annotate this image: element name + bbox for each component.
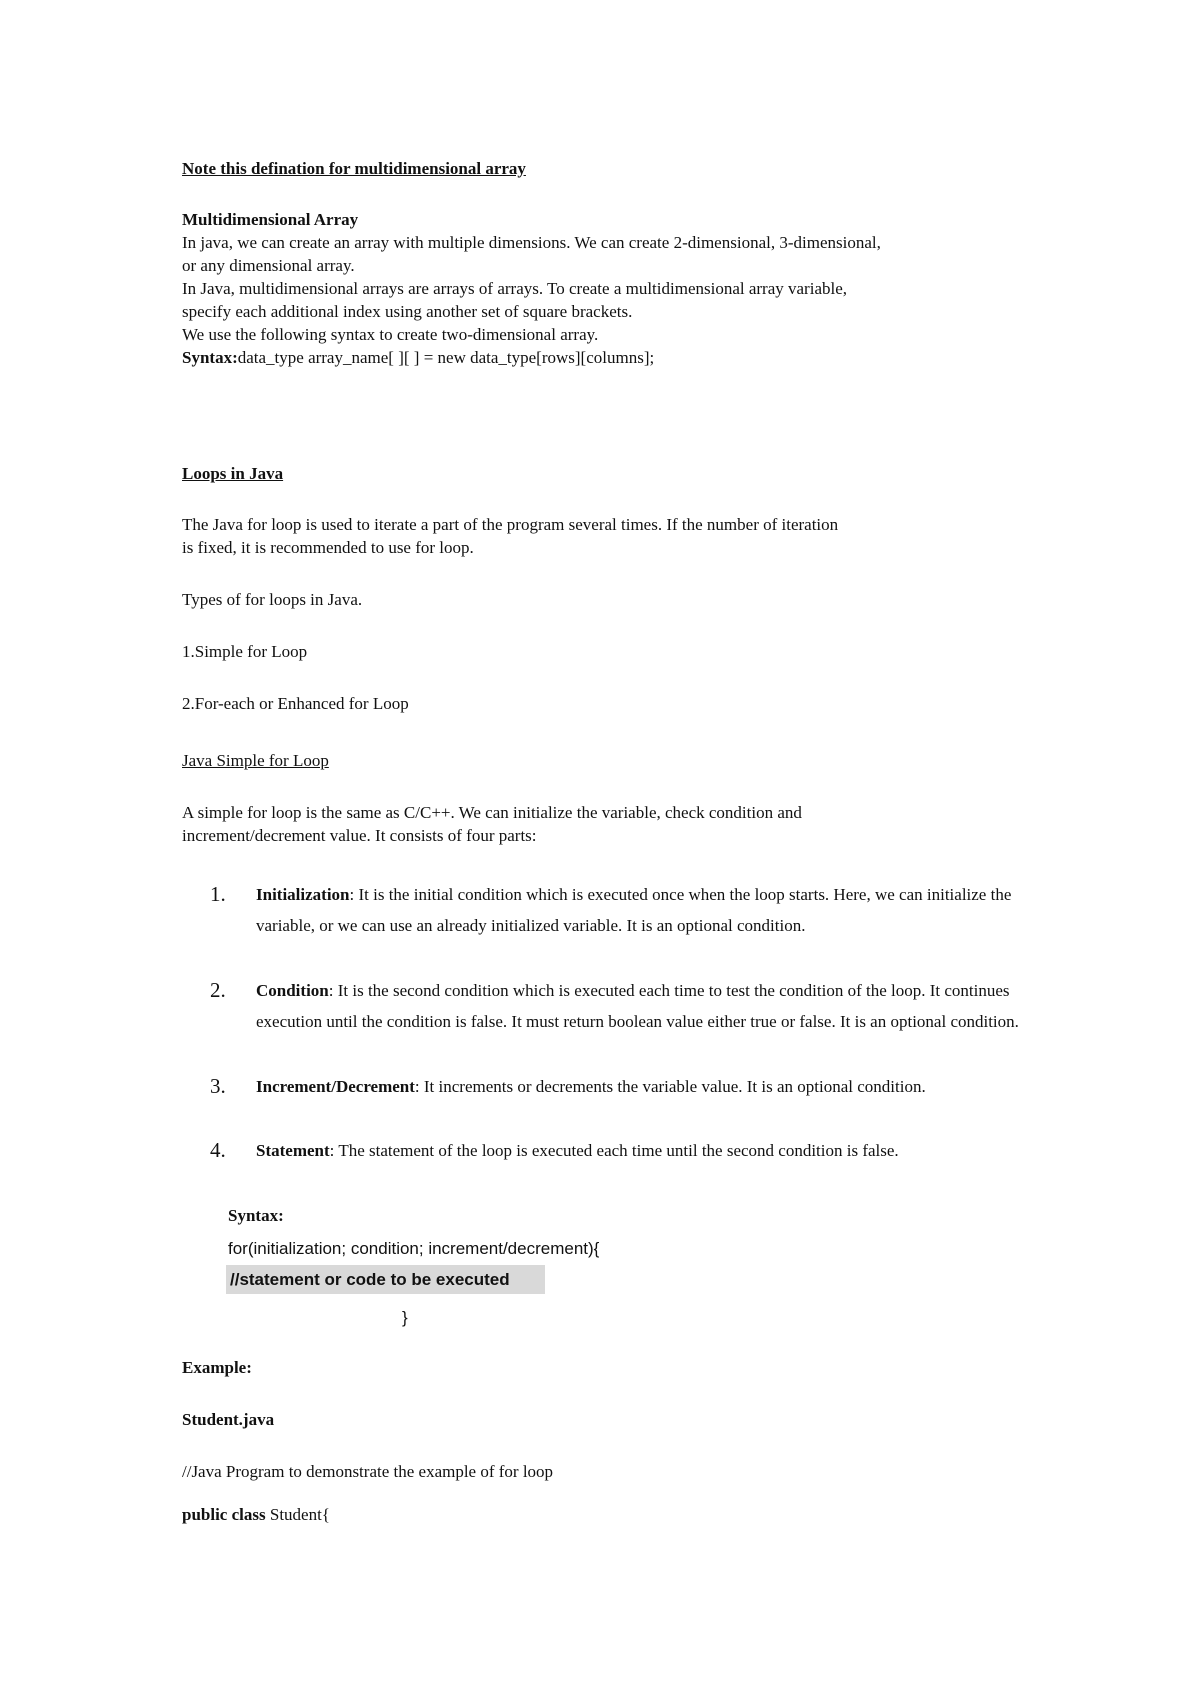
syntax-code: data_type array_name[ ][ ] = new data_type[rows][columns]; <box>237 348 655 367</box>
subheading-simple-for-loop: Java Simple for Loop <box>182 751 329 770</box>
example-class-line <box>182 1503 330 1526</box>
list-term: Increment/Decrement <box>256 1077 415 1096</box>
list-text <box>256 879 1036 941</box>
syntax-block-line: for(initialization; condition; increment/decrement){ <box>228 1239 600 1258</box>
list-text <box>256 975 1036 1037</box>
list-item <box>210 879 1030 973</box>
list-term: Statement <box>256 1141 330 1160</box>
list-number: 2. <box>210 978 226 1002</box>
list-description: : The statement of the loop is executed each time until the second condition is false. <box>329 1141 899 1160</box>
list-item <box>210 1071 1030 1133</box>
example-filename: Student.java <box>182 1410 275 1429</box>
list-number: 4. <box>210 1138 226 1162</box>
list-term: Condition <box>256 981 329 1000</box>
section-heading-multidimensional: Note this defination for multidimensional array <box>182 159 526 178</box>
list-text <box>256 1071 1036 1102</box>
syntax-block-line: } <box>402 1308 408 1327</box>
paragraph-line: A simple for loop is the same as C/C++. We can initialize the variable, check condition and <box>182 803 802 822</box>
class-name: Student{ <box>265 1505 330 1524</box>
paragraph-line: In java, we can create an array with multiple dimensions. We can create 2-dimensional, 3-dimensional, <box>182 233 881 252</box>
syntax-block-label: Syntax: <box>228 1206 284 1225</box>
list-description: : It is the second condition which is executed each time to test the condition of the loop. It continues execution until the condition is false. It must return boolean value either true or false. It is an optional condition. <box>256 981 1019 1031</box>
paragraph-line: specify each additional index using another set of square brackets. <box>182 302 633 321</box>
list-item <box>210 1135 1030 1167</box>
example-comment: //Java Program to demonstrate the example of for loop <box>182 1462 554 1481</box>
example-label: Example: <box>182 1358 252 1377</box>
list-description: : It is the initial condition which is executed once when the loop starts. Here, we can initialize the variable, or we can use an already initialized variable. It is an optional condition. <box>256 885 1012 935</box>
subheading-multidimensional-array: Multidimensional Array <box>182 210 359 229</box>
class-keyword: public class <box>182 1505 266 1524</box>
loop-type-item: 1.Simple for Loop <box>182 642 308 661</box>
list-number: 1. <box>210 882 226 906</box>
paragraph-line: increment/decrement value. It consists of four parts: <box>182 826 537 845</box>
syntax-line <box>182 346 654 369</box>
paragraph-line: We use the following syntax to create two-dimensional array. <box>182 325 599 344</box>
syntax-label: Syntax: <box>182 348 238 367</box>
loop-type-item: 2.For-each or Enhanced for Loop <box>182 694 409 713</box>
list-text <box>256 1135 1036 1166</box>
paragraph-line: Types of for loops in Java. <box>182 590 363 609</box>
paragraph-line: In Java, multidimensional arrays are arrays of arrays. To create a multidimensional array variable, <box>182 279 848 298</box>
paragraph-line: The Java for loop is used to iterate a part of the program several times. If the number of iteration <box>182 515 839 534</box>
list-description: : It increments or decrements the variable value. It is an optional condition. <box>414 1077 926 1096</box>
paragraph-line: or any dimensional array. <box>182 256 355 275</box>
list-item <box>210 975 1030 1069</box>
syntax-block-line: //statement or code to be executed <box>230 1270 510 1289</box>
list-number: 3. <box>210 1074 226 1098</box>
paragraph-line: is fixed, it is recommended to use for loop. <box>182 538 474 557</box>
section-heading-loops: Loops in Java <box>182 464 284 483</box>
list-term: Initialization <box>256 885 350 904</box>
